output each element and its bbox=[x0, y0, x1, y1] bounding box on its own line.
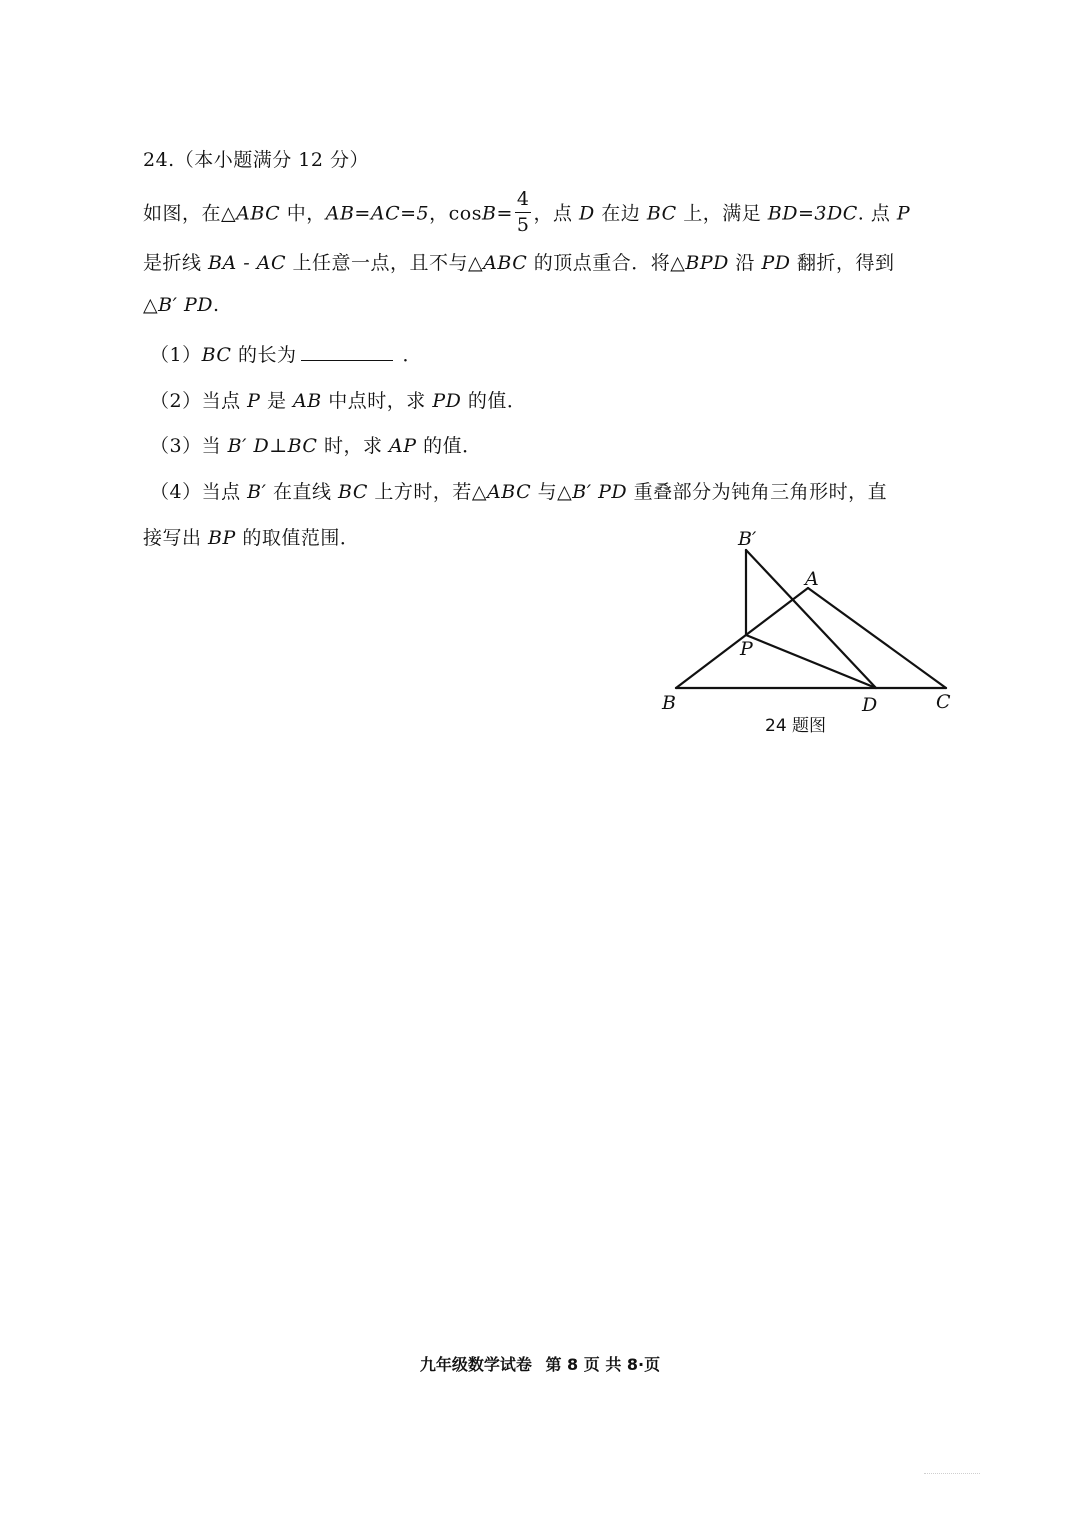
q-math: PD bbox=[432, 390, 462, 412]
label-A: A bbox=[805, 568, 819, 590]
fraction-numerator: 4 bbox=[515, 190, 532, 213]
q-text: 重叠部分为钝角三角形时，直 bbox=[627, 481, 888, 503]
q-text: 与△ bbox=[531, 481, 573, 503]
stem-text: 的顶点重合．将△ bbox=[527, 252, 686, 274]
q-text: 的取值范围． bbox=[235, 527, 360, 549]
problem-stem-line-3 bbox=[143, 294, 220, 316]
stem-math: BA - AC bbox=[208, 252, 286, 274]
q-math: B′ PD bbox=[572, 481, 628, 503]
segment-PD bbox=[746, 635, 876, 688]
stem-math: ABC bbox=[483, 252, 528, 274]
page-number: 第 8 页 共 8·页 bbox=[545, 1355, 661, 1374]
question-4-line-2 bbox=[143, 523, 359, 550]
stem-text: 沿 bbox=[728, 252, 762, 274]
q-text: 的值． bbox=[416, 435, 482, 457]
question-2 bbox=[150, 386, 526, 413]
label-D: D bbox=[862, 694, 878, 716]
stem-text: ，cos bbox=[429, 202, 482, 225]
q-math: ABC bbox=[487, 481, 532, 503]
faint-watermark bbox=[924, 1473, 980, 1478]
stem-text: . bbox=[212, 294, 220, 316]
question-4 bbox=[150, 477, 887, 504]
q-text: 接写出 bbox=[143, 527, 209, 549]
stem-math: PD bbox=[761, 252, 791, 274]
problem-stem-line-1 bbox=[143, 188, 911, 237]
q-math: P bbox=[247, 390, 261, 412]
stem-math: B′ PD bbox=[158, 294, 213, 316]
answer-blank[interactable] bbox=[301, 359, 393, 361]
stem-text: 翻折，得到 bbox=[790, 252, 895, 274]
stem-text: 中， bbox=[280, 202, 326, 225]
stem-math: ABC bbox=[236, 202, 281, 225]
q-text: （2）当点 bbox=[150, 390, 248, 412]
q-text: （3）当 bbox=[150, 435, 228, 457]
q-text: 在直线 bbox=[266, 481, 339, 503]
question-number: （1） bbox=[150, 344, 202, 366]
stem-text: 在边 bbox=[594, 202, 647, 225]
page-footer bbox=[0, 1352, 1080, 1375]
stem-text: 上，满足 bbox=[676, 202, 768, 225]
q-text: 是 bbox=[260, 390, 294, 412]
problem-stem-line-2 bbox=[143, 248, 895, 275]
stem-math: AB=AC=5 bbox=[325, 202, 430, 225]
q-math: AP bbox=[389, 435, 417, 457]
q-math: BC bbox=[338, 481, 368, 503]
stem-text: = bbox=[496, 202, 513, 225]
label-B-prime: B′ bbox=[738, 528, 757, 550]
stem-math: BC bbox=[646, 202, 677, 225]
q-math: B′ D bbox=[227, 435, 270, 457]
q-text: 的值． bbox=[461, 390, 527, 412]
stem-math: B bbox=[481, 202, 497, 225]
stem-math: D bbox=[579, 202, 595, 225]
stem-text: 如图，在△ bbox=[143, 202, 237, 225]
stem-text: 上任意一点，且不与△ bbox=[286, 252, 484, 274]
stem-text: △ bbox=[143, 294, 159, 316]
fraction bbox=[515, 190, 532, 235]
q-math: BC bbox=[201, 344, 232, 366]
q-text: ． bbox=[402, 344, 423, 366]
q-text: （4）当点 bbox=[150, 481, 248, 503]
q-text: 时，求 bbox=[317, 435, 390, 457]
q-math: AB bbox=[293, 390, 322, 412]
geometry-figure bbox=[640, 515, 980, 745]
problem-title: 24.（本小题满分 12 分） bbox=[143, 149, 369, 171]
stem-math: P bbox=[896, 202, 911, 225]
question-1 bbox=[150, 340, 422, 367]
question-3 bbox=[150, 431, 482, 458]
q-math: B′ bbox=[247, 481, 267, 503]
stem-math: BD=3DC bbox=[767, 202, 858, 225]
q-text: 中点时，求 bbox=[321, 390, 433, 412]
stem-text: . 点 bbox=[857, 202, 897, 225]
q-text: 的长为 bbox=[231, 344, 297, 366]
stem-text: 是折线 bbox=[143, 252, 209, 274]
label-B: B bbox=[662, 692, 676, 714]
exam-name: 九年级数学试卷 bbox=[419, 1355, 532, 1374]
q-math: BP bbox=[208, 527, 236, 549]
q-math: BC bbox=[287, 435, 318, 457]
figure-caption: 24 题图 bbox=[765, 716, 827, 736]
label-C: C bbox=[936, 691, 951, 713]
label-P: P bbox=[740, 638, 753, 660]
q-text: 上方时，若△ bbox=[367, 481, 488, 503]
stem-math: BPD bbox=[685, 252, 729, 274]
perp-symbol: ⊥ bbox=[269, 435, 288, 457]
stem-text: ，点 bbox=[533, 202, 579, 225]
fraction-denominator: 5 bbox=[516, 214, 530, 236]
